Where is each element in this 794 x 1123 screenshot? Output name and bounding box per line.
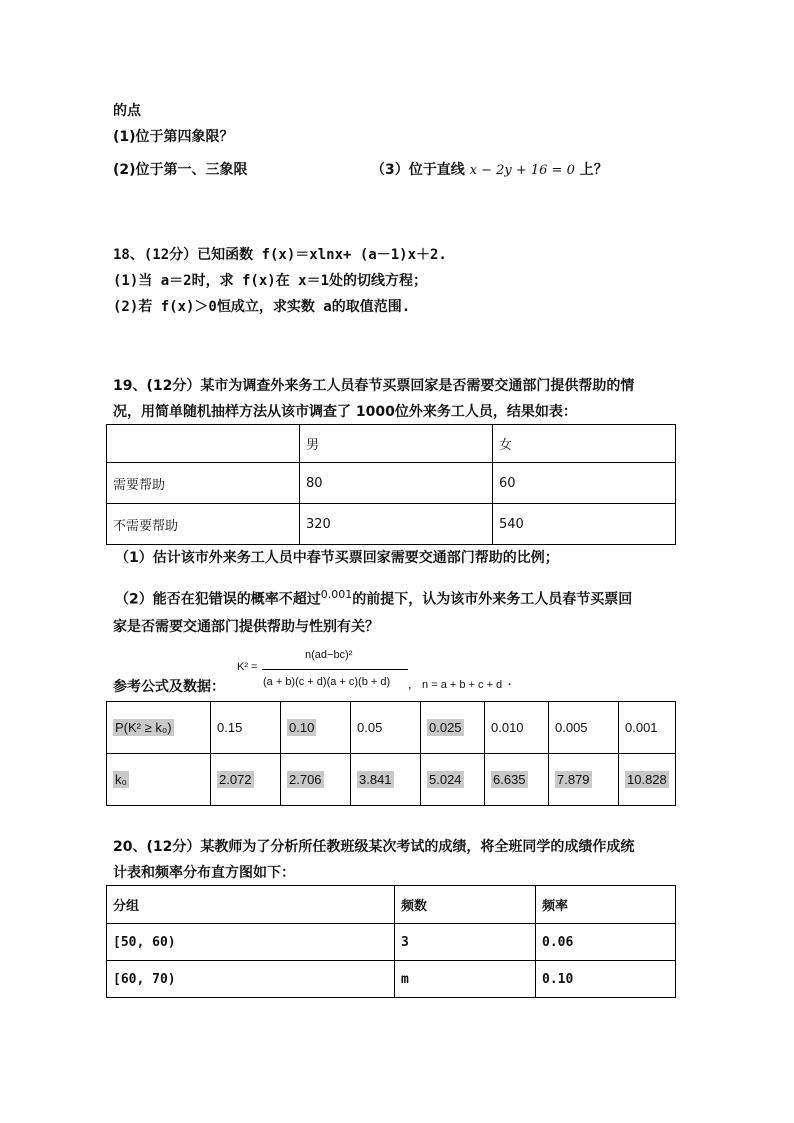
p-value: 0.005 <box>555 720 588 735</box>
table-header-cell: 分组 <box>107 886 395 924</box>
p-row-label: P(K² ≥ k₀) <box>115 720 172 735</box>
q19-part2-prefix: （2）能否在犯错误的概率不超过 <box>115 591 321 608</box>
q19-part1: （1）估计该市外来务工人员中春节买票回家需要交通部门帮助的比例； <box>115 550 559 566</box>
formula-n-definition: ， n = a + b + c + d <box>408 679 503 691</box>
k-row-label: k₀ <box>115 772 127 787</box>
p-value: 0.15 <box>217 720 243 735</box>
table-cell <box>549 754 619 806</box>
q19-part2-line2: 家是否需要交通部门提供帮助与性别有关？ <box>113 619 379 635</box>
formula-numerator: n(ad−bc)² <box>305 649 353 661</box>
table-cell: 3 <box>395 924 536 961</box>
table-cell <box>421 754 485 806</box>
formula-period: . <box>508 676 512 688</box>
table-header-cell: 频率 <box>536 886 676 924</box>
q18-title: 18、(12分）已知函数 f(x)＝xlnx+ (a－1)x＋2. <box>113 247 447 263</box>
p-value: 0.010 <box>491 720 524 735</box>
q17-part2: (2)位于第一、三象限 <box>113 162 248 178</box>
table-cell <box>351 754 421 806</box>
table-row <box>107 754 676 806</box>
p-value: 0.025 <box>429 720 462 735</box>
table-cell: [60, 70) <box>107 961 395 998</box>
p-value: 0.001 <box>625 720 658 735</box>
q17-line-equation: x − 2y + 16 = 0 <box>469 163 575 178</box>
table-cell: 540 <box>493 504 676 545</box>
q20-title-line1: 20、(12分）某教师为了分析所任教班级某次考试的成绩，将全班同学的成绩作成统 <box>113 839 635 855</box>
table-cell: 需要帮助 <box>107 463 300 504</box>
table-header-cell: 频数 <box>395 886 536 924</box>
table-cell <box>281 754 351 806</box>
q20-frequency-table <box>106 885 676 998</box>
k-value: 10.828 <box>627 772 667 787</box>
table-row-label <box>107 702 211 754</box>
table-cell <box>485 754 549 806</box>
fraction-bar <box>262 669 408 670</box>
q19-survey-table <box>106 424 676 545</box>
table-row-label <box>107 754 211 806</box>
table-cell: 不需要帮助 <box>107 504 300 545</box>
table-cell <box>485 702 549 754</box>
table-header-cell: 男 <box>300 425 493 463</box>
table-cell <box>211 754 281 806</box>
q17-part3-suffix: 上？ <box>579 162 608 178</box>
table-row <box>107 924 676 961</box>
table-cell <box>211 702 281 754</box>
q17-part1: (1)位于第四象限？ <box>113 129 234 145</box>
table-cell: 60 <box>493 463 676 504</box>
table-header-row <box>107 425 676 463</box>
table-cell: 320 <box>300 504 493 545</box>
table-cell <box>281 702 351 754</box>
q18-part1: (1)当 a＝2时，求 f(x)在 x＝1处的切线方程； <box>113 273 428 289</box>
table-cell: [50, 60) <box>107 924 395 961</box>
table-cell: 0.06 <box>536 924 676 961</box>
table-header-cell: 女 <box>493 425 676 463</box>
q19-title-line2: 况，用简单随机抽样方法从该市调查了 1000位外来务工人员，结果如表： <box>113 404 577 420</box>
table-row <box>107 702 676 754</box>
table-cell <box>549 702 619 754</box>
formula-denominator: (a + b)(c + d)(a + c)(b + d) <box>263 676 391 688</box>
q19-part2-suffix: 的前提下，认为该市外来务工人员春节买票回 <box>352 591 633 608</box>
q17-part3 <box>371 160 608 181</box>
table-cell <box>421 702 485 754</box>
p-value: 0.05 <box>357 720 383 735</box>
table-cell: 0.10 <box>536 961 676 998</box>
q19-reference-label: 参考公式及数据： <box>113 679 225 695</box>
q20-title-line2: 计表和频率分布直方图如下： <box>113 865 295 881</box>
k-value: 2.072 <box>219 772 252 787</box>
formula-lhs: K² = <box>237 661 258 673</box>
k-value: 6.635 <box>493 772 526 787</box>
table-header-row <box>107 886 676 924</box>
q18-part2: (2)若 f(x)＞0恒成立，求实数 a的取值范围. <box>113 299 411 315</box>
table-cell <box>351 702 421 754</box>
table-cell: 80 <box>300 463 493 504</box>
q17-part3-prefix: （3）位于直线 <box>371 162 465 178</box>
p-value: 0.10 <box>289 720 315 735</box>
q19-alpha-value: 0.001 <box>320 588 353 601</box>
q17-continuation: 的点 <box>113 103 141 119</box>
table-header-cell <box>107 425 300 463</box>
table-row <box>107 463 676 504</box>
table-cell: m <box>395 961 536 998</box>
table-cell <box>619 754 676 806</box>
k-value: 2.706 <box>289 772 322 787</box>
table-cell <box>619 702 676 754</box>
table-row <box>107 961 676 998</box>
k-value: 3.841 <box>359 772 392 787</box>
k-value: 7.879 <box>557 772 590 787</box>
q19-part2 <box>115 585 632 610</box>
k-value: 5.024 <box>429 772 462 787</box>
table-row <box>107 504 676 545</box>
k2-critical-value-table <box>106 701 676 806</box>
q19-title-line1: 19、(12分）某市为调查外来务工人员春节买票回家是否需要交通部门提供帮助的情 <box>113 378 635 394</box>
